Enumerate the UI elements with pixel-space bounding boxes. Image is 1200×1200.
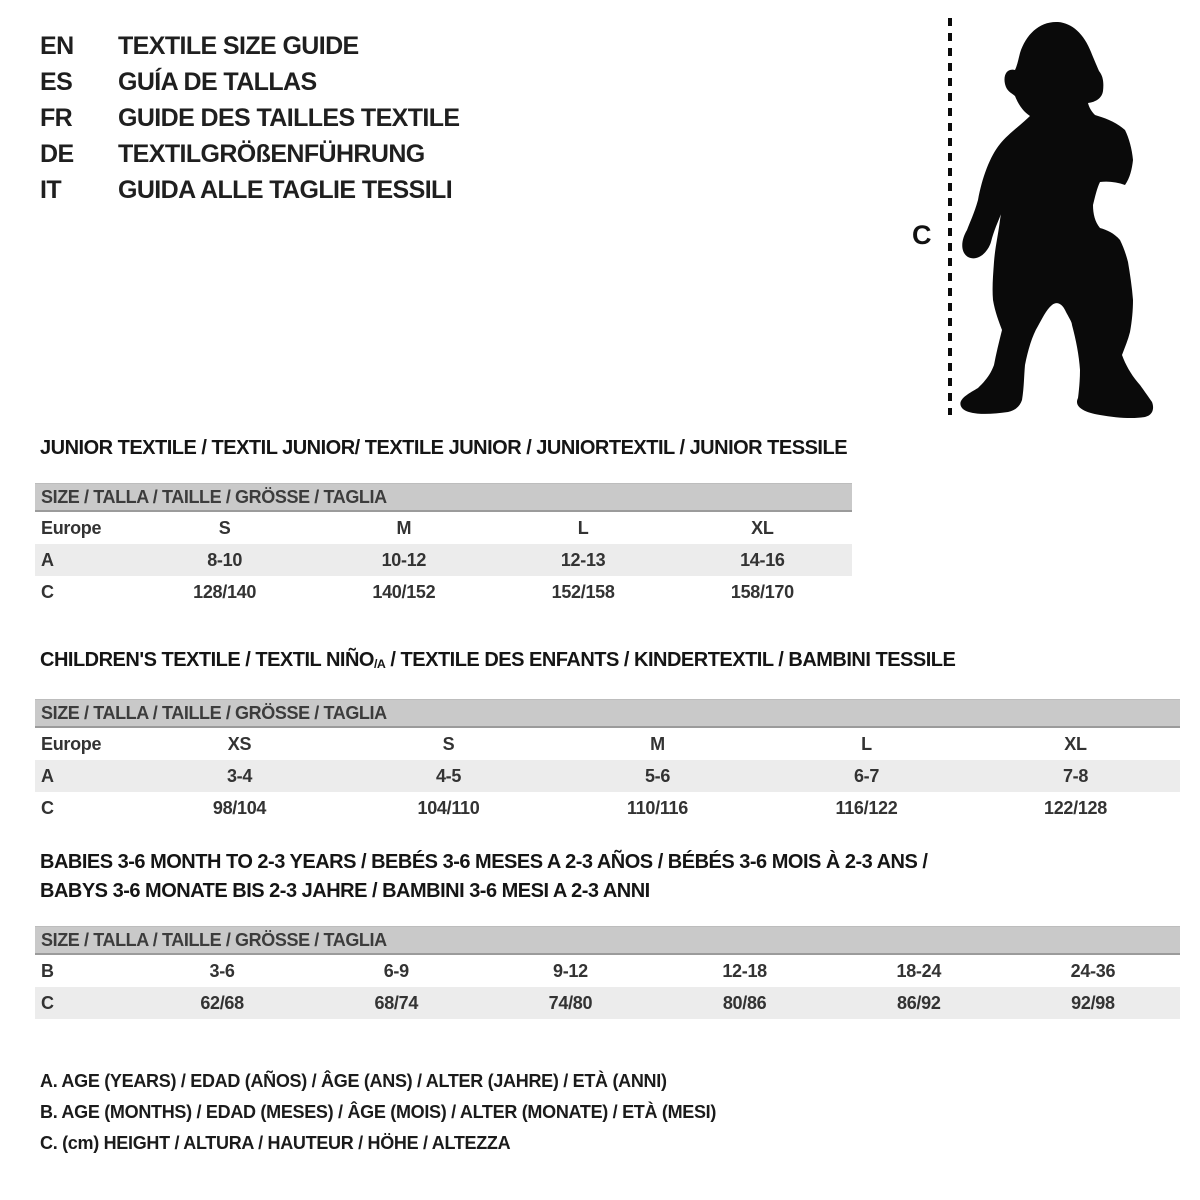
table-cell: 74/80: [548, 992, 593, 1013]
table-cell: 116/122: [835, 797, 898, 818]
table-row: [35, 955, 1180, 987]
table-cell: 3-6: [209, 960, 235, 981]
table-row: [35, 760, 1180, 792]
baby-silhouette-svg: [900, 8, 1200, 423]
language-row-fr: [40, 100, 460, 136]
table-cell: M: [396, 517, 412, 538]
language-code: ES: [40, 67, 73, 96]
table-row: [35, 544, 852, 576]
table-heading-junior: [35, 434, 852, 463]
language-row-de: [40, 136, 460, 172]
table-cell: 80/86: [722, 992, 767, 1013]
guide-title-fr: GUIDE DES TAILLES TEXTILE: [118, 103, 460, 132]
size-table-children: [35, 646, 1180, 824]
table-cell: 4-5: [435, 765, 462, 786]
row-label: C: [41, 992, 54, 1013]
baby-figure: [900, 8, 1200, 423]
table-cell: 152/158: [551, 581, 615, 602]
language-code: EN: [40, 31, 74, 60]
language-code: FR: [40, 103, 73, 132]
language-row-en: [40, 28, 460, 64]
table-heading-line: BABYS 3-6 MONATE BIS 2-3 JAHRE / BAMBINI 3-6 MESI A 2-3 ANNI: [40, 880, 650, 902]
row-label: B: [41, 960, 54, 981]
table-cell: 7-8: [1062, 765, 1089, 786]
table-cell: 158/170: [730, 581, 794, 602]
size-table-babies: [35, 848, 1180, 1019]
table-cell: 86/92: [897, 992, 941, 1013]
table-cell: 110/116: [627, 797, 688, 818]
table-cell: 8-10: [207, 549, 243, 570]
size-bar: SIZE / TALLA / TAILLE / GRÖSSE / TAGLIA: [35, 926, 1180, 955]
guide-title-it: GUIDA ALLE TAGLIE TESSILI: [118, 175, 453, 204]
note-age-years: A. AGE (YEARS) / EDAD (AÑOS) / ÂGE (ANS) / ALTER (JAHRE) / ETÀ (ANNI): [40, 1071, 667, 1091]
table-cell: 5-6: [644, 765, 671, 786]
table-heading-line: JUNIOR TEXTILE / TEXTIL JUNIOR/ TEXTILE JUNIOR / JUNIORTEXTIL / JUNIOR TESSILE: [40, 437, 848, 459]
table-cell: 12-13: [560, 549, 606, 570]
note-age-months: B. AGE (MONTHS) / EDAD (MESES) / ÂGE (MOIS) / ALTER (MONATE) / ETÀ (MESI): [40, 1102, 717, 1122]
row-label: C: [41, 581, 54, 602]
table-row: [35, 987, 1180, 1019]
table-cell: 140/152: [372, 581, 436, 602]
table-row: [35, 728, 1180, 760]
table-cell: 9-12: [553, 960, 588, 981]
table-cell: 98/104: [212, 797, 267, 818]
row-label: Europe: [41, 517, 102, 538]
note-height-cm: C. (cm) HEIGHT / ALTURA / HAUTEUR / HÖHE / ALTEZZA: [40, 1133, 511, 1153]
table-cell: 62/68: [200, 992, 244, 1013]
table-cell: S: [442, 733, 455, 754]
size-bar: SIZE / TALLA / TAILLE / GRÖSSE / TAGLIA: [35, 699, 1180, 728]
table-cell: XL: [751, 517, 774, 538]
heading-subscript: /A: [373, 657, 386, 672]
table-cell: 104/110: [417, 797, 480, 818]
table-heading-line: CHILDREN'S TEXTILE / TEXTIL NIÑO/A / TEXTILE DES ENFANTS / KINDERTEXTIL / BAMBINI TESSILE: [40, 649, 956, 672]
guide-title-en: TEXTILE SIZE GUIDE: [118, 31, 359, 60]
guide-title-de: TEXTILGRÖßENFÜHRUNG: [118, 139, 425, 168]
table-cell: XS: [227, 733, 252, 754]
table-cell: 6-9: [383, 960, 409, 981]
table-heading-babies: [35, 848, 1180, 906]
legend-notes: [40, 1066, 716, 1159]
table-cell: 92/98: [1071, 992, 1115, 1013]
table-heading-line: BABIES 3-6 MONTH TO 2-3 YEARS / BEBÉS 3-6 MESES A 2-3 AÑOS / BÉBÉS 3-6 MOIS À 2-3 ANS /: [40, 851, 928, 873]
table-cell: L: [861, 733, 872, 754]
table-cell: L: [577, 517, 589, 538]
table-row: [35, 512, 852, 544]
size-bar: SIZE / TALLA / TAILLE / GRÖSSE / TAGLIA: [35, 483, 852, 512]
table-row: [35, 792, 1180, 824]
table-heading-children: [35, 646, 1180, 679]
table-cell: XL: [1064, 733, 1087, 754]
row-label: A: [41, 549, 54, 570]
language-row-it: [40, 172, 460, 208]
table-cell: 10-12: [381, 549, 427, 570]
size-table-junior: [35, 434, 852, 608]
table-cell: M: [650, 733, 665, 754]
language-code: DE: [40, 139, 74, 168]
table-cell: 128/140: [193, 581, 257, 602]
table-cell: 122/128: [1044, 797, 1107, 818]
table-cell: 18-24: [896, 960, 942, 981]
language-row-es: [40, 64, 460, 100]
language-code: IT: [40, 175, 62, 204]
language-header: [40, 28, 460, 208]
table-cell: 3-4: [226, 765, 253, 786]
table-cell: 68/74: [374, 992, 419, 1013]
row-label: C: [41, 797, 54, 818]
guide-title-es: GUÍA DE TALLAS: [118, 67, 317, 96]
row-label: Europe: [41, 733, 102, 754]
table-cell: 24-36: [1070, 960, 1116, 981]
table-cell: 12-18: [722, 960, 767, 981]
table-cell: 14-16: [740, 549, 785, 570]
height-measure-label: C: [912, 220, 932, 250]
table-cell: S: [218, 517, 231, 538]
baby-silhouette: [960, 22, 1153, 418]
row-label: A: [41, 765, 54, 786]
table-row: [35, 576, 852, 608]
table-cell: 6-7: [853, 765, 880, 786]
